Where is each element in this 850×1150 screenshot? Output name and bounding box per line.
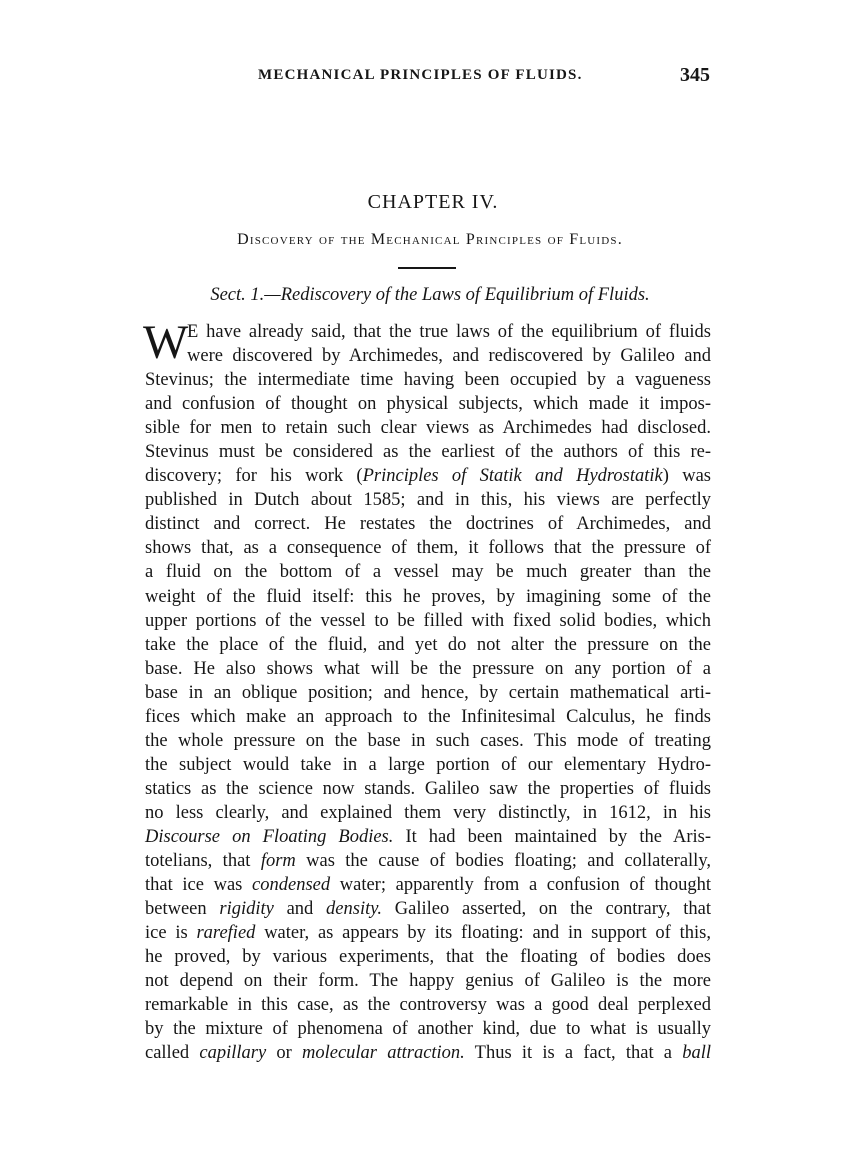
italic-phrase: condensed: [252, 875, 331, 896]
text-line: [145, 585, 711, 609]
text-line: [145, 488, 711, 512]
text-segment: and: [273, 899, 327, 920]
text-line: [145, 320, 711, 344]
text-segment: E have already said, that the true laws of the equilibrium of fluids: [187, 322, 711, 342]
text-line: [145, 969, 711, 993]
italic-phrase: molecular attraction.: [302, 1043, 465, 1064]
text-segment: Stevinus; the intermediate time having been occupied by a vagueness: [145, 370, 711, 391]
text-line: [145, 344, 711, 368]
text-segment: no less clearly, and explained them very distinctly, in 1612, in his: [145, 802, 711, 823]
text-line: [145, 825, 711, 849]
text-line: [145, 753, 711, 777]
section-heading: [0, 285, 850, 306]
page-number: 345: [680, 64, 710, 86]
text-segment: distinct and correct. He restates the doctrines of Archimedes, and: [145, 514, 711, 535]
italic-phrase: rigidity: [219, 899, 274, 920]
text-segment: was the cause of bodies floating; and collaterally,: [295, 851, 711, 872]
italic-phrase: density.: [326, 899, 383, 920]
text-segment: and confusion of thought on physical subjects, which made it impos-: [145, 394, 711, 415]
text-line: [145, 945, 711, 969]
chapter-subtitle: Discovery of the Mechanical Principles of Fluids.: [237, 231, 623, 248]
text-segment: by the mixture of phenomena of another kind, due to what is usually: [145, 1019, 711, 1040]
section-number: Sect. 1.—: [210, 285, 281, 305]
text-line: [145, 705, 711, 729]
text-line: [145, 536, 711, 560]
italic-phrase: Discourse on Floating Bodies.: [145, 826, 394, 847]
text-line: [145, 368, 711, 392]
text-line: [145, 560, 711, 584]
text-line: [145, 512, 711, 536]
italic-phrase: form: [260, 851, 296, 872]
text-segment: were discovered by Archimedes, and rediscovered by Galileo and: [187, 346, 711, 367]
text-segment: remarkable in this case, as the controversy was a good deal perplexed: [145, 995, 711, 1016]
text-segment: he proved, by various experiments, that the floating of bodies does: [145, 947, 711, 968]
text-segment: ice is: [145, 923, 197, 944]
text-line: [145, 1017, 711, 1041]
italic-phrase: capillary: [199, 1043, 267, 1064]
text-segment: ) was: [662, 466, 711, 487]
text-segment: weight of the fluid itself: this he proves, by imagining some of the: [145, 586, 711, 607]
text-segment: shows that, as a consequence of them, it follows that the pressure of: [145, 538, 711, 559]
italic-phrase: Principles of Statik and Hydrostatik: [362, 466, 663, 487]
text-line: [145, 801, 711, 825]
text-line: [145, 681, 711, 705]
text-line: [145, 729, 711, 753]
chapter-title: CHAPTER IV.: [367, 191, 499, 213]
text-line: [145, 921, 711, 945]
text-line: [145, 392, 711, 416]
drop-cap: W: [143, 316, 189, 369]
text-line: [145, 1041, 711, 1065]
text-segment: not depend on their form. The happy genius of Galileo is the more: [145, 971, 711, 992]
text-segment: the subject would take in a large portion of our elementary Hydro-: [145, 754, 711, 775]
text-segment: base in an oblique position; and hence, by certain mathematical arti-: [145, 682, 711, 703]
body-text: [143, 316, 712, 1065]
text-segment: called: [145, 1043, 200, 1064]
text-segment: upper portions of the vessel to be filled with fixed solid bodies, which: [145, 610, 711, 631]
text-segment: fices which make an approach to the Infinitesimal Calculus, he finds: [145, 706, 711, 727]
text-segment: Stevinus must be considered as the earliest of the authors of this re-: [145, 442, 711, 463]
text-segment: that ice was: [145, 875, 253, 896]
italic-phrase: ball: [682, 1043, 712, 1064]
text-segment: It had been maintained by the Aris-: [393, 826, 712, 847]
text-line: [145, 873, 711, 897]
italic-phrase: rarefied: [196, 923, 256, 944]
text-line: [145, 633, 711, 657]
running-title: MECHANICAL PRINCIPLES OF FLUIDS.: [258, 67, 583, 83]
text-segment: Galileo asserted, on the contrary, that: [382, 899, 712, 920]
text-segment: the whole pressure on the base in such cases. This mode of treating: [145, 730, 711, 751]
text-segment: take the place of the fluid, and yet do not alter the pressure on the: [145, 634, 711, 655]
running-header: [258, 64, 710, 88]
text-line: [145, 777, 711, 801]
text-segment: discovery; for his work (: [145, 466, 363, 487]
text-line: [145, 416, 711, 440]
text-line: [145, 849, 711, 873]
text-segment: or: [266, 1043, 302, 1064]
text-segment: base. He also shows what will be the pressure on any portion of a: [145, 658, 711, 679]
text-segment: Thus it is a fact, that a: [464, 1043, 683, 1064]
text-line: [145, 657, 711, 681]
text-line: [145, 609, 711, 633]
text-segment: between: [145, 899, 220, 920]
text-segment: published in Dutch about 1585; and in this, his views are perfectly: [145, 490, 711, 511]
text-line: [145, 993, 711, 1017]
section-title: Rediscovery of the Laws of Equilibrium of Fluids.: [280, 285, 650, 305]
text-line: [145, 440, 711, 464]
text-segment: totelians, that: [145, 851, 261, 872]
text-segment: water, as appears by its floating: and in support of this,: [255, 923, 711, 944]
text-segment: water; apparently from a confusion of thought: [330, 875, 711, 896]
text-line: [145, 897, 711, 921]
text-segment: a fluid on the bottom of a vessel may be much greater than the: [145, 562, 711, 583]
text-segment: statics as the science now stands. Galileo saw the properties of fluids: [145, 778, 711, 799]
text-line: [145, 464, 711, 488]
title-divider: [398, 267, 456, 269]
text-segment: sible for men to retain such clear views as Archimedes had disclosed.: [145, 418, 711, 439]
